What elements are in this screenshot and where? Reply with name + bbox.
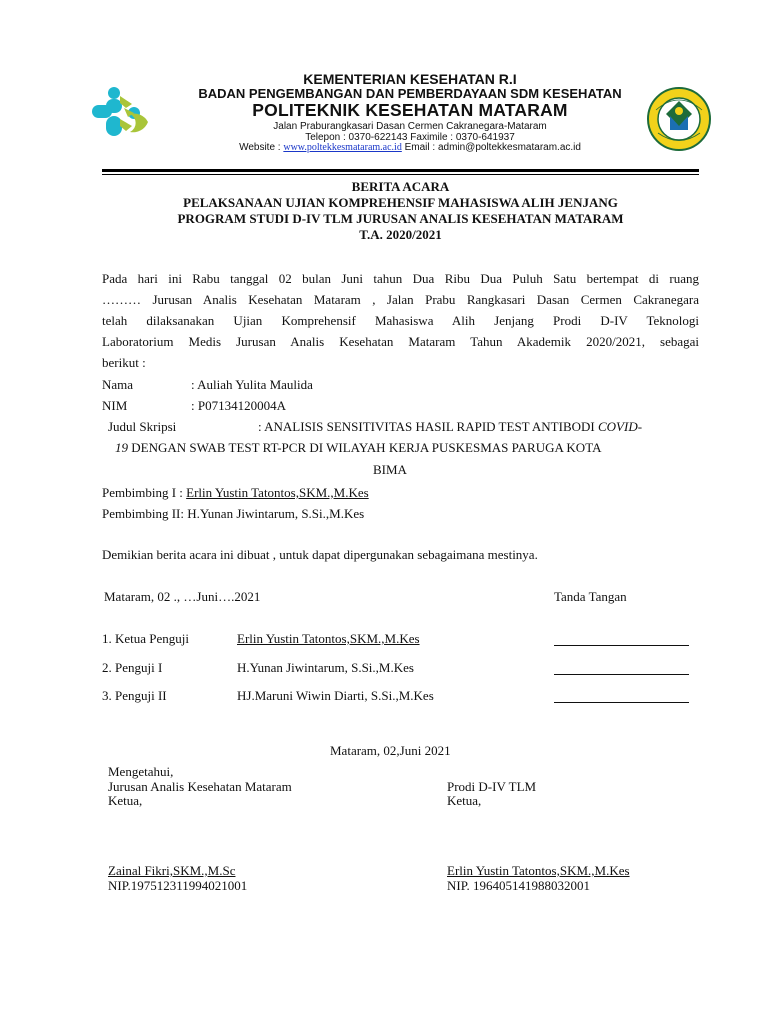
name-value: : Auliah Yulita Maulida <box>191 377 313 392</box>
name-label: Nama <box>102 377 134 392</box>
right-signatory-name: Erlin Yustin Tatontos,SKM.,M.Kes <box>447 863 630 878</box>
doc-subtitle-1: PELAKSANAAN UJIAN KOMPREHENSIF MAHASISWA ALIH JENJANG <box>183 195 618 210</box>
approval-right-line-2: Ketua, <box>447 793 482 808</box>
institution-name: POLITEKNIK KESEHATAN MATARAM <box>252 100 568 120</box>
closing-statement: Demikian berita acara ini dibuat , untuk dapat dipergunakan sebagaimana mestinya. <box>102 547 538 562</box>
nim-value: : P07134120004A <box>191 398 286 413</box>
email-text: Email : admin@poltekkesmataram.ac.id <box>404 142 581 153</box>
paragraph-line-2: ……… Jurusan Analis Kesehatan Mataram , Jalan Prabu Rangkasari Dasan Cermen Cakranegara <box>102 292 699 307</box>
exam-date: Mataram, 02 ., …Juni….2021 <box>104 589 261 604</box>
thesis-line-2: 19 DENGAN SWAB TEST RT-PCR DI WILAYAH KERJA PUSKESMAS PARUGA KOTA <box>115 440 602 455</box>
examiner-role: 1. Ketua Penguji <box>102 631 190 646</box>
kemenkes-logo <box>90 86 152 138</box>
signature-line <box>554 662 689 680</box>
approval-left-line-2: Jurusan Analis Kesehatan Mataram <box>108 779 292 794</box>
signature-header: Tanda Tangan <box>554 589 627 604</box>
phone-fax: Telepon : 0370-622143 Faximile : 0370-641937 <box>305 132 515 143</box>
supervisor-1: Pembimbing I : Erlin Yustin Tatontos,SKM.,M.Kes <box>102 485 369 500</box>
examiner-role: 2. Penguji I <box>102 660 163 675</box>
signature-line <box>554 633 689 651</box>
ministry-name: KEMENTERIAN KESEHATAN R.I <box>303 71 517 87</box>
paragraph-line-4: Laboratorium Medis Jurusan Analis Kesehatan Mataram Tahun Akademik 2020/2021, sebagai <box>102 334 699 349</box>
signature-line <box>554 690 689 708</box>
thesis-line-3: BIMA <box>373 462 407 477</box>
doc-title: BERITA ACARA <box>351 179 450 194</box>
paragraph-line-5: berikut : <box>102 355 146 370</box>
website-link[interactable]: www.poltekkesmataram.ac.id <box>283 142 402 153</box>
examiner-name: Erlin Yustin Tatontos,SKM.,M.Kes <box>237 631 420 646</box>
doc-subtitle-3: T.A. 2020/2021 <box>359 227 442 242</box>
approval-left-line-3: Ketua, <box>108 793 143 808</box>
doc-subtitle-2: PROGRAM STUDI D-IV TLM JURUSAN ANALIS KESEHATAN MATARAM <box>177 211 624 226</box>
approval-left-line-1: Mengetahui, <box>108 764 174 779</box>
supervisor-2: Pembimbing II: H.Yunan Jiwintarum, S.Si.,M.Kes <box>102 506 365 521</box>
examiner-name: H.Yunan Jiwintarum, S.Si.,M.Kes <box>237 660 414 675</box>
agency-name: BADAN PENGEMBANGAN DAN PEMBERDAYAAN SDM KESEHATAN <box>198 86 622 101</box>
left-signatory-nip: NIP.197512311994021001 <box>108 878 248 893</box>
header-rule-thin <box>102 174 699 175</box>
approval-date: Mataram, 02,Juni 2021 <box>330 743 451 758</box>
thesis-label: Judul Skripsi <box>108 419 177 434</box>
nim-label: NIM <box>102 398 128 413</box>
right-signatory-nip: NIP. 196405141988032001 <box>447 878 591 893</box>
address: Jalan Praburangkasari Dasan Cermen Cakranegara-Mataram <box>273 121 547 132</box>
approval-right-line-1: Prodi D-IV TLM <box>447 779 537 794</box>
left-signatory-name: Zainal Fikri,SKM.,M.Sc <box>108 863 236 878</box>
website-label: Website : <box>239 142 281 153</box>
thesis-line-1: : ANALISIS SENSITIVITAS HASIL RAPID TEST ANTIBODI COVID- <box>258 419 643 434</box>
contact-line <box>150 142 670 153</box>
examiner-name: HJ.Maruni Wiwin Diarti, S.Si.,M.Kes <box>237 688 434 703</box>
header-rule-thick <box>102 169 699 172</box>
examiner-role: 3. Penguji II <box>102 688 167 703</box>
paragraph-line-1: Pada hari ini Rabu tanggal 02 bulan Juni tahun Dua Ribu Dua Puluh Satu bertempat di ruang <box>102 271 699 286</box>
paragraph-line-3: telah dilaksanakan Ujian Komprehensif Mahasiswa Alih Jenjang Prodi D-IV Teknologi <box>102 313 699 328</box>
